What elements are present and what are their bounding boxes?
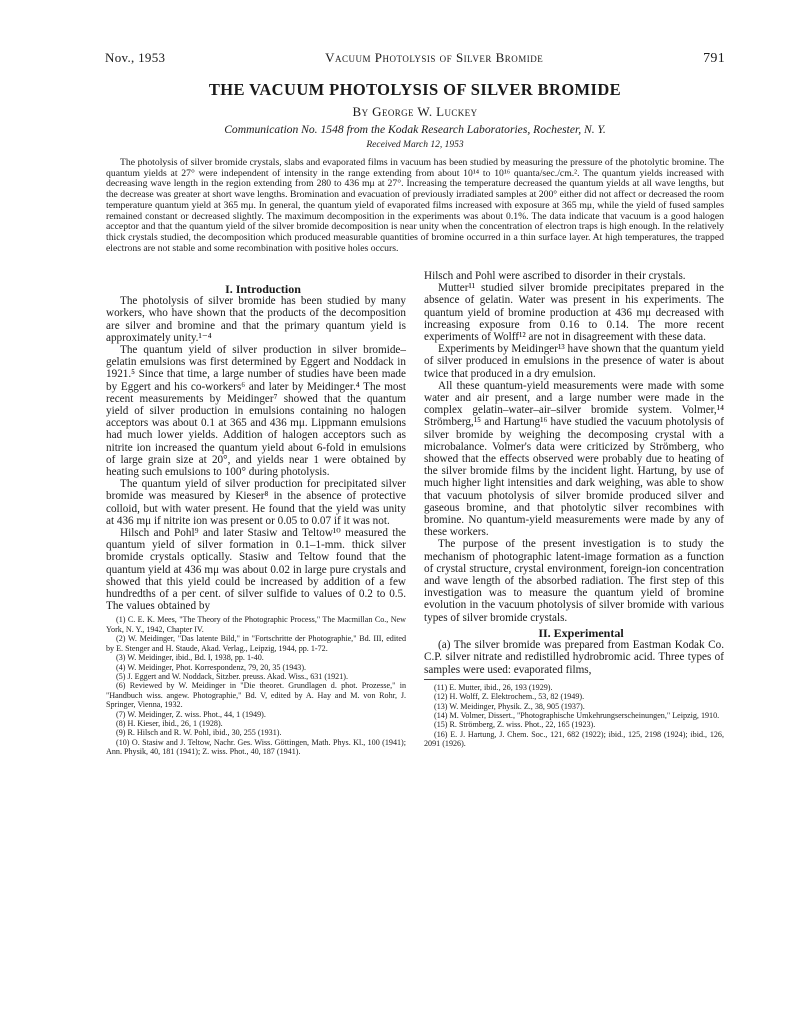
- page-number: 791: [703, 51, 725, 66]
- reference: (4) W. Meidinger, Phot. Korrespondenz, 79, 20, 35 (1943).: [116, 662, 307, 672]
- paragraph: The quantum yield of silver production in silver bromide–gelatin emulsions was first determined by Eggert and Noddack in 1921.⁵ Since that time, a large number of studies have been made by Eggert and his co-workers⁶ and later by Meidinger.⁴ The most recent measurements by Meidinger⁷ showed that the quantum yield of silver production in emulsions containing no halogen acceptors was about 0.1 at 365 and 436 mμ. Lippmann emulsions had much lower yields. Addition of halogen acceptors such as nitrite ion increased the quantum yield about 6-fold in emulsions of large grain size at 20°, and yields near 1 were obtained by heating such emulsions to 100° during photolysis.: [106, 344, 406, 479]
- reference: (10) O. Stasiw and J. Teltow, Nachr. Ges. Wiss. Göttingen, Math. Phys. Kl., 100 (1941); Ann. Physik, 40, 181 (1941); Z. wiss. Phot., 40, 187 (1941).: [106, 737, 406, 757]
- section-heading-introduction: I. Introduction: [225, 282, 301, 296]
- reference: (13) W. Meidinger, Physik. Z., 38, 905 (1937).: [434, 701, 585, 711]
- right-column: [424, 270, 724, 749]
- paragraph: Hilsch and Pohl⁹ and later Stasiw and Teltow¹⁰ measured the quantum yield of silver formation in 0.1–1-mm. thick silver bromide crystals optically. Stasiw and Teltow found that the quantum yield at 436 mμ was about 0.02 in large pure crystals and showed that this yield could be increased by addition of a few hundredths of a per cent. of silver sulfide to values of 0.2 to 0.5. The values obtained by: [106, 527, 406, 613]
- running-header: [105, 50, 725, 67]
- paragraph: The photolysis of silver bromide has been studied by many workers, who have shown that the products of the decomposition are silver and bromine and that the primary quantum yield is approximately unity.¹⁻⁴: [106, 295, 406, 344]
- footnote-rule: [424, 679, 544, 680]
- reference: (15) R. Strömberg, Z. wiss. Phot., 22, 165 (1923).: [434, 720, 596, 730]
- article-title: THE VACUUM PHOTOLYSIS OF SILVER BROMIDE: [208, 80, 622, 99]
- paragraph: The quantum yield of silver production for precipitated silver bromide was measured by Kieser⁸ in the absence of protective colloid, but with water present. He found that the yield was unity at 436 mμ if nitrite ion was present or 0.05 to 0.07 if it was not.: [106, 478, 406, 527]
- paragraph: Mutter¹¹ studied silver bromide precipitates prepared in the absence of gelatin. Water was present in his experiments. The quantum yield of bromine production at 436 mμ decreased with increasing exposure from 0.16 to 0.14. The more recent experiments of Wolff¹² are not in disagreement with these data.: [424, 282, 724, 344]
- paragraph: Hilsch and Pohl were ascribed to disorder in their crystals.: [424, 270, 686, 282]
- reference: (2) W. Meidinger, "Das latente Bild," in "Fortschritte der Photographie," Bd. III, edited by E. Stenger and H. Staude, Akad. Verlag., Leipzig, 1944, pp. 1-72.: [106, 634, 406, 653]
- section-heading-experimental: II. Experimental: [538, 625, 624, 640]
- reference: (11) E. Mutter, ibid., 26, 193 (1929).: [434, 682, 553, 692]
- paragraph: (a) The silver bromide was prepared from Eastman Kodak Co. C.P. silver nitrate and redistilled hydrobromic acid. Three types of samples were used: evaporated films,: [424, 639, 724, 676]
- footnotes: [106, 615, 406, 756]
- running-title: Vacuum Photolysis of Silver Bromide: [325, 50, 544, 65]
- reference: (9) R. Hilsch and R. W. Pohl, ibid., 30, 255 (1931).: [116, 728, 282, 738]
- reference: (8) H. Kieser, ibid., 26, 1 (1928).: [116, 718, 223, 728]
- paragraph: Experiments by Meidinger¹³ have shown that the quantum yield of silver produced in emulsions in the presence of water is about twice that produced in a dry emulsion.: [424, 343, 724, 380]
- reference: (5) J. Eggert and W. Noddack, Sitzber. preuss. Akad. Wiss., 631 (1921).: [116, 671, 348, 681]
- reference: (14) M. Volmer, Dissert., "Photographische Umkehrungserscheinungen," Leipzig, 1910.: [434, 710, 720, 720]
- reference: (6) Reviewed by W. Meidinger in "Die theoret. Grundlagen d. phot. Prozesse," in "Handbuch wiss. angew. Photographie," Bd. V, edited by A. Hay and M. von Rohr, J. Springer, Vienna, 1932.: [106, 681, 406, 710]
- reference: (1) C. E. K. Mees, "The Theory of the Photographic Process," The Macmillan Co., New York, N. Y., 1942, Chapter IV.: [106, 615, 406, 634]
- author-byline: By George W. Luckey: [352, 104, 478, 119]
- reference: (16) E. J. Hartung, J. Chem. Soc., 121, 682 (1922); ibid., 125, 2198 (1924); ibid., 126, 2091 (1926).: [424, 729, 724, 749]
- paragraph: All these quantum-yield measurements were made with some water and air present, and a large number were made in the complex gelatin–water–air–silver bromide system. Volmer,¹⁴ Strömberg,¹⁵ and Hartung¹⁶ have studied the vacuum photolysis of silver bromide by weighing the decomposing crystal with a microbalance. Volmer's data were criticized by Strömberg, who showed that the effects observed were probably due to heating of the silver bromide films by the incident light. Hartung, by use of much higher light intensities and dark weighing, was able to show that vacuum photolysis of silver bromide produced silver and gaseous bromine, and that photolytic silver recombines with bromine. No quantum-yield measurements were made by any of these workers.: [424, 379, 724, 539]
- paragraph: The purpose of the present investigation is to study the mechanism of photographic latent-image formation as a function of crystal structure, crystal environment, foreign-ion concentration and wave length of the absorbed radiation. The first step of this investigation was to measure the quantum yield of bromine evolution in the vacuum photolysis of silver bromide with various types of silver bromide crystals.: [424, 538, 724, 624]
- issue-date: Nov., 1953: [105, 50, 166, 65]
- reference: (12) H. Wolff, Z. Elektrochem., 53, 82 (1949).: [434, 692, 585, 702]
- affiliation: Communication No. 1548 from the Kodak Research Laboratories, Rochester, N. Y.: [224, 123, 606, 136]
- received-date: Received March 12, 1953: [366, 140, 464, 150]
- reference: (3) W. Meidinger, ibid., Bd. I, 1938, pp. 1-40.: [116, 653, 264, 663]
- footnotes: [424, 683, 724, 749]
- reference: (7) W. Meidinger, Z. wiss. Phot., 44, 1 (1949).: [116, 709, 266, 719]
- left-column: [106, 283, 406, 757]
- abstract: The photolysis of silver bromide crystals, slabs and evaporated films in vacuum has been studied by measuring the pressure of the photolytic bromine. The quantum yields at 27° were independent of intensity in the range extending from about 10¹⁴ to 10¹⁶ quanta/sec./cm.². The quantum yields increased with decreasing wave length in the region extending from 280 to 436 mμ at 27°. Increasing the temperature decreased the quantum yields at all wave lengths, but the decrease was greater at short wave lengths. Bromination and evacuation of previously irradiated samples at 200° either did not affect or decreased the room temperature quantum yield at 365 mμ. In general, the quantum yield of evaporated films increased with exposure at 365 mμ, while the yield of fused samples remained constant or decreased slightly. The maximum decomposition in the experiments was about 0.1%. The data indicate that vacuum is a good halogen acceptor and that the quantum yield of the silver bromide decomposition is near unity when the concentration of electron traps is high enough. In the relatively thick crystals studied, the decomposition which produced measurable quantities of bromine occurred in a thin surface layer. At high temperatures, the trapped electrons are not stable and some recombination with positive holes occurs.: [106, 157, 724, 254]
